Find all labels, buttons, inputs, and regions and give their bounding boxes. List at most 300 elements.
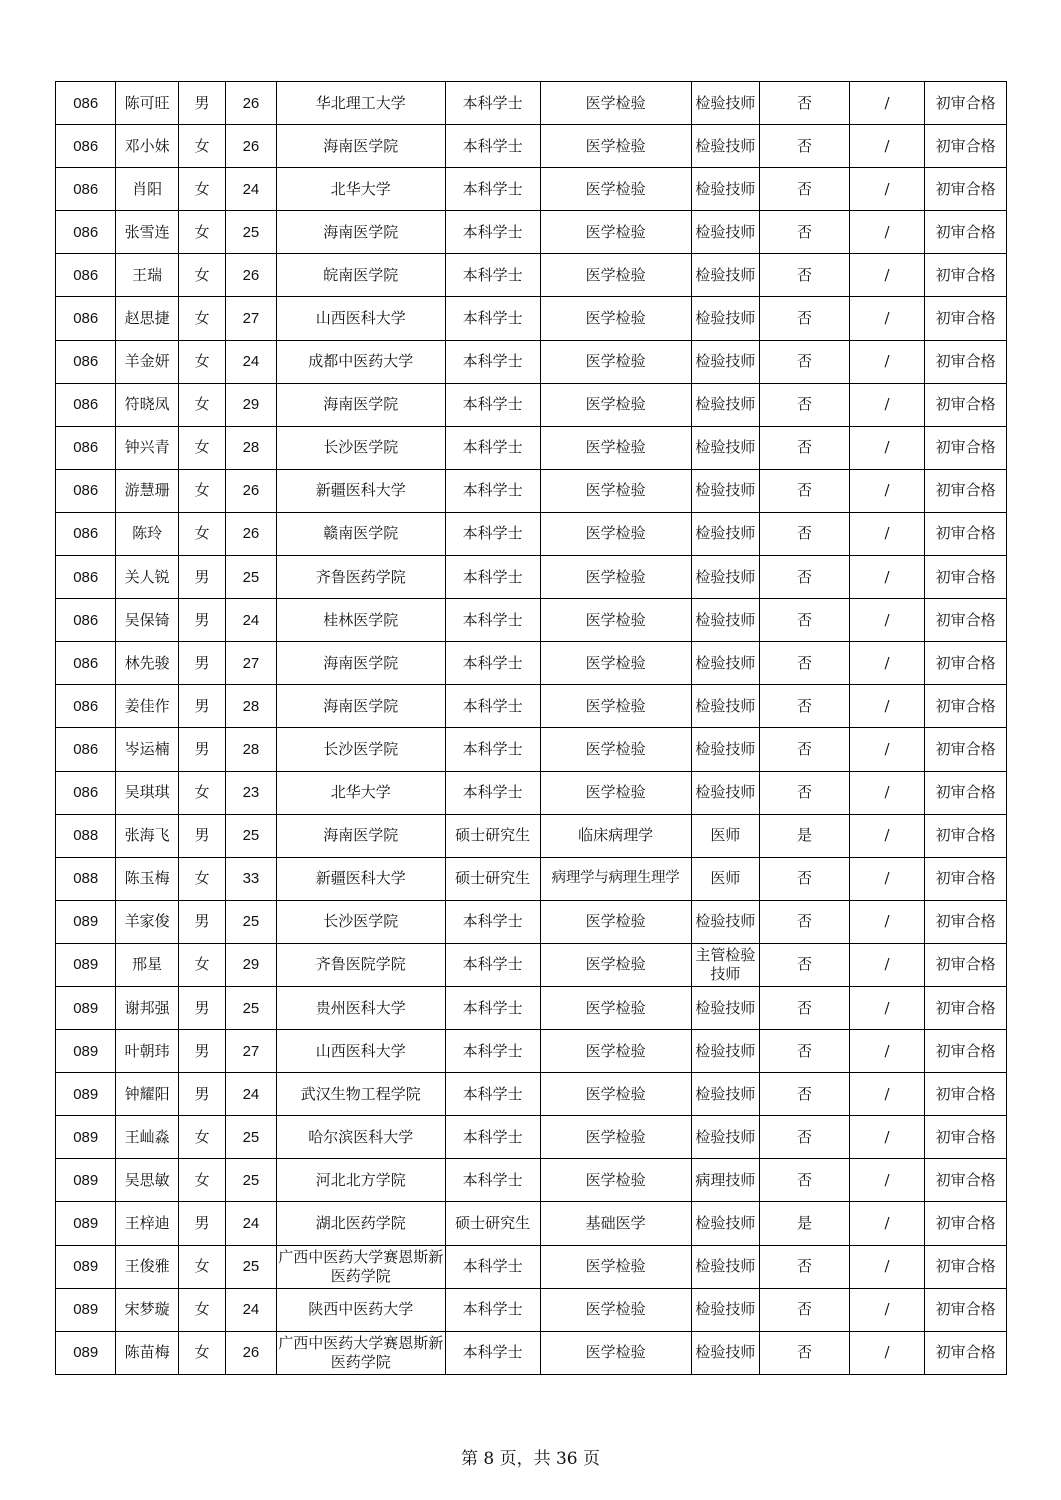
cell-school: 皖南医学院 [276,254,445,297]
cell-field-y: / [849,211,925,254]
cell-gender: 男 [178,1030,225,1073]
cell-major: 医学检验 [540,426,691,469]
cell-age: 24 [226,1288,276,1331]
cell-major: 医学检验 [540,943,691,986]
cell-review-result: 初审合格 [925,340,1007,383]
cell-field-x: 否 [760,297,850,340]
cell-position-code: 086 [56,512,116,555]
cell-field-y: / [849,685,925,728]
table-row [56,82,1007,125]
cell-degree: 本科学士 [445,211,540,254]
cell-position-code: 086 [56,254,116,297]
cell-position-code: 089 [56,1202,116,1245]
cell-field-x: 否 [760,340,850,383]
cell-gender: 男 [178,900,225,943]
cell-professional-title: 检验技师 [691,1073,760,1116]
cell-field-y: / [849,642,925,685]
cell-age: 25 [226,1116,276,1159]
cell-position-code: 088 [56,814,116,857]
cell-age: 25 [226,556,276,599]
cell-major: 医学检验 [540,211,691,254]
cell-degree: 本科学士 [445,512,540,555]
cell-field-x: 否 [760,943,850,986]
table-row [56,599,1007,642]
cell-age: 33 [226,857,276,900]
cell-professional-title: 检验技师 [691,211,760,254]
cell-field-x: 否 [760,211,850,254]
cell-review-result: 初审合格 [925,211,1007,254]
cell-age: 24 [226,599,276,642]
cell-school: 海南医学院 [276,685,445,728]
cell-field-y: / [849,1116,925,1159]
cell-name: 张雪连 [116,211,178,254]
cell-professional-title: 检验技师 [691,1331,760,1374]
cell-review-result: 初审合格 [925,900,1007,943]
cell-name: 林先骏 [116,642,178,685]
cell-gender: 女 [178,125,225,168]
cell-field-x: 否 [760,1159,850,1202]
cell-review-result: 初审合格 [925,814,1007,857]
cell-degree: 本科学士 [445,1073,540,1116]
table-row [56,857,1007,900]
cell-age: 28 [226,426,276,469]
cell-field-x: 否 [760,1331,850,1374]
cell-review-result: 初审合格 [925,599,1007,642]
cell-name: 陈玉梅 [116,857,178,900]
cell-review-result: 初审合格 [925,469,1007,512]
cell-position-code: 089 [56,986,116,1029]
page-number: 第 8 页，共 36 页 [460,1449,601,1469]
cell-field-y: / [849,1331,925,1374]
cell-field-x: 否 [760,254,850,297]
cell-professional-title: 检验技师 [691,426,760,469]
table-row [56,1073,1007,1116]
cell-field-x: 否 [760,599,850,642]
cell-major: 医学检验 [540,986,691,1029]
cell-field-x: 否 [760,685,850,728]
cell-name: 陈玲 [116,512,178,555]
cell-school: 海南医学院 [276,125,445,168]
cell-position-code: 086 [56,297,116,340]
cell-professional-title: 检验技师 [691,1288,760,1331]
cell-field-y: / [849,125,925,168]
cell-school: 海南医学院 [276,642,445,685]
cell-field-x: 否 [760,512,850,555]
cell-degree: 本科学士 [445,125,540,168]
cell-field-y: / [849,168,925,211]
cell-review-result: 初审合格 [925,685,1007,728]
cell-major: 医学检验 [540,340,691,383]
cell-field-x: 否 [760,900,850,943]
cell-school: 广西中医药大学赛恩斯新医药学院 [276,1245,445,1288]
cell-age: 28 [226,728,276,771]
cell-age: 24 [226,168,276,211]
cell-gender: 女 [178,1245,225,1288]
cell-school: 海南医学院 [276,211,445,254]
table-row [56,168,1007,211]
cell-professional-title: 检验技师 [691,383,760,426]
table-row [56,943,1007,986]
cell-major: 病理学与病理生理学 [540,857,691,900]
cell-review-result: 初审合格 [925,1030,1007,1073]
cell-name: 岑运楠 [116,728,178,771]
cell-professional-title: 检验技师 [691,168,760,211]
table-row [56,771,1007,814]
cell-gender: 女 [178,340,225,383]
cell-name: 吴琪琪 [116,771,178,814]
cell-major: 医学检验 [540,512,691,555]
cell-name: 吴思敏 [116,1159,178,1202]
cell-field-y: / [849,599,925,642]
cell-school: 齐鲁医药学院 [276,556,445,599]
cell-field-x: 否 [760,556,850,599]
cell-degree: 本科学士 [445,383,540,426]
cell-name: 符晓凤 [116,383,178,426]
cell-school: 桂林医学院 [276,599,445,642]
table-body [56,82,1007,1375]
cell-gender: 女 [178,1288,225,1331]
cell-field-x: 否 [760,469,850,512]
cell-age: 29 [226,943,276,986]
cell-position-code: 086 [56,556,116,599]
table-row [56,297,1007,340]
table-row [56,900,1007,943]
cell-position-code: 086 [56,642,116,685]
table-row [56,642,1007,685]
cell-position-code: 089 [56,1331,116,1374]
cell-major: 基础医学 [540,1202,691,1245]
cell-professional-title: 检验技师 [691,82,760,125]
cell-degree: 本科学士 [445,728,540,771]
cell-school: 河北北方学院 [276,1159,445,1202]
cell-review-result: 初审合格 [925,1073,1007,1116]
cell-professional-title: 检验技师 [691,986,760,1029]
cell-review-result: 初审合格 [925,986,1007,1029]
cell-review-result: 初审合格 [925,556,1007,599]
cell-degree: 本科学士 [445,297,540,340]
table-row [56,685,1007,728]
cell-gender: 男 [178,556,225,599]
cell-field-x: 否 [760,1245,850,1288]
cell-review-result: 初审合格 [925,82,1007,125]
cell-name: 宋梦璇 [116,1288,178,1331]
cell-field-x: 否 [760,125,850,168]
cell-field-x: 否 [760,426,850,469]
cell-degree: 本科学士 [445,1288,540,1331]
cell-field-x: 否 [760,383,850,426]
cell-review-result: 初审合格 [925,728,1007,771]
cell-school: 贵州医科大学 [276,986,445,1029]
cell-professional-title: 检验技师 [691,728,760,771]
cell-gender: 男 [178,599,225,642]
cell-professional-title: 医师 [691,814,760,857]
cell-professional-title: 检验技师 [691,771,760,814]
cell-field-y: / [849,426,925,469]
cell-school: 海南医学院 [276,814,445,857]
cell-gender: 男 [178,1073,225,1116]
cell-field-y: / [849,1202,925,1245]
table-row [56,1245,1007,1288]
cell-school: 长沙医学院 [276,426,445,469]
table-row [56,1331,1007,1374]
cell-professional-title: 检验技师 [691,1116,760,1159]
cell-major: 医学检验 [540,297,691,340]
cell-field-x: 否 [760,857,850,900]
cell-school: 广西中医药大学赛恩斯新医药学院 [276,1331,445,1374]
table-row [56,340,1007,383]
cell-field-y: / [849,1030,925,1073]
cell-gender: 女 [178,469,225,512]
cell-field-y: / [849,556,925,599]
cell-school: 长沙医学院 [276,728,445,771]
cell-field-y: / [849,728,925,771]
cell-professional-title: 主管检验技师 [691,943,760,986]
cell-gender: 女 [178,211,225,254]
cell-professional-title: 检验技师 [691,685,760,728]
cell-position-code: 086 [56,82,116,125]
cell-field-y: / [849,900,925,943]
cell-field-y: / [849,340,925,383]
cell-age: 24 [226,1202,276,1245]
cell-review-result: 初审合格 [925,1116,1007,1159]
cell-name: 邓小妹 [116,125,178,168]
cell-field-y: / [849,1288,925,1331]
cell-field-x: 否 [760,1030,850,1073]
cell-position-code: 089 [56,1073,116,1116]
cell-field-x: 否 [760,168,850,211]
table-row [56,426,1007,469]
cell-degree: 本科学士 [445,1331,540,1374]
cell-name: 吴保锜 [116,599,178,642]
cell-major: 医学检验 [540,1159,691,1202]
cell-field-y: / [849,469,925,512]
cell-major: 医学检验 [540,168,691,211]
cell-review-result: 初审合格 [925,1159,1007,1202]
cell-professional-title: 检验技师 [691,900,760,943]
cell-gender: 男 [178,1202,225,1245]
cell-major: 医学检验 [540,1331,691,1374]
cell-field-y: / [849,814,925,857]
cell-age: 26 [226,469,276,512]
cell-degree: 本科学士 [445,1116,540,1159]
cell-degree: 本科学士 [445,254,540,297]
cell-name: 张海飞 [116,814,178,857]
cell-review-result: 初审合格 [925,383,1007,426]
cell-school: 赣南医学院 [276,512,445,555]
cell-position-code: 086 [56,340,116,383]
cell-major: 医学检验 [540,642,691,685]
cell-field-y: / [849,254,925,297]
cell-school: 武汉生物工程学院 [276,1073,445,1116]
cell-gender: 女 [178,1331,225,1374]
cell-age: 27 [226,297,276,340]
applicant-table [55,81,1007,1375]
cell-school: 新疆医科大学 [276,469,445,512]
cell-review-result: 初审合格 [925,254,1007,297]
cell-major: 医学检验 [540,82,691,125]
cell-school: 湖北医药学院 [276,1202,445,1245]
cell-gender: 女 [178,1116,225,1159]
cell-position-code: 086 [56,469,116,512]
cell-age: 25 [226,900,276,943]
cell-field-x: 否 [760,1288,850,1331]
cell-name: 王梓迪 [116,1202,178,1245]
table-row [56,1030,1007,1073]
cell-position-code: 089 [56,1116,116,1159]
cell-position-code: 086 [56,426,116,469]
cell-major: 医学检验 [540,900,691,943]
cell-name: 邢星 [116,943,178,986]
cell-review-result: 初审合格 [925,125,1007,168]
table-row [56,986,1007,1029]
cell-professional-title: 检验技师 [691,254,760,297]
cell-school: 成都中医药大学 [276,340,445,383]
cell-major: 医学检验 [540,383,691,426]
cell-professional-title: 医师 [691,857,760,900]
cell-field-y: / [849,1159,925,1202]
cell-degree: 硕士研究生 [445,857,540,900]
cell-professional-title: 检验技师 [691,642,760,685]
cell-name: 游慧珊 [116,469,178,512]
cell-degree: 本科学士 [445,556,540,599]
cell-professional-title: 检验技师 [691,125,760,168]
cell-professional-title: 检验技师 [691,512,760,555]
cell-gender: 女 [178,512,225,555]
cell-degree: 本科学士 [445,642,540,685]
cell-school: 新疆医科大学 [276,857,445,900]
cell-degree: 本科学士 [445,1159,540,1202]
cell-name: 谢邦强 [116,986,178,1029]
cell-field-x: 是 [760,814,850,857]
cell-degree: 硕士研究生 [445,814,540,857]
cell-school: 陕西中医药大学 [276,1288,445,1331]
cell-age: 25 [226,1159,276,1202]
cell-field-x: 否 [760,82,850,125]
cell-degree: 本科学士 [445,1030,540,1073]
cell-degree: 本科学士 [445,168,540,211]
cell-age: 27 [226,1030,276,1073]
cell-name: 关人锐 [116,556,178,599]
cell-degree: 本科学士 [445,900,540,943]
cell-field-x: 否 [760,728,850,771]
table-row [56,556,1007,599]
cell-name: 王瑞 [116,254,178,297]
cell-age: 24 [226,340,276,383]
cell-age: 26 [226,82,276,125]
cell-degree: 本科学士 [445,82,540,125]
cell-field-y: / [849,82,925,125]
cell-professional-title: 检验技师 [691,1202,760,1245]
cell-position-code: 086 [56,168,116,211]
cell-field-y: / [849,943,925,986]
cell-position-code: 086 [56,771,116,814]
cell-name: 姜佳作 [116,685,178,728]
table-row [56,469,1007,512]
cell-position-code: 086 [56,728,116,771]
cell-major: 医学检验 [540,685,691,728]
cell-age: 25 [226,986,276,1029]
cell-position-code: 086 [56,599,116,642]
cell-gender: 男 [178,685,225,728]
cell-gender: 女 [178,297,225,340]
cell-field-y: / [849,1245,925,1288]
cell-position-code: 086 [56,211,116,254]
cell-position-code: 086 [56,383,116,426]
cell-degree: 本科学士 [445,685,540,728]
cell-school: 长沙医学院 [276,900,445,943]
cell-gender: 女 [178,426,225,469]
cell-name: 羊家俊 [116,900,178,943]
cell-gender: 女 [178,254,225,297]
cell-degree: 本科学士 [445,426,540,469]
cell-field-y: / [849,771,925,814]
cell-field-x: 否 [760,771,850,814]
cell-field-y: / [849,383,925,426]
cell-age: 24 [226,1073,276,1116]
cell-position-code: 089 [56,1288,116,1331]
cell-major: 医学检验 [540,1030,691,1073]
table-row [56,1116,1007,1159]
table-row [56,1159,1007,1202]
cell-major: 医学检验 [540,469,691,512]
cell-review-result: 初审合格 [925,512,1007,555]
cell-major: 医学检验 [540,728,691,771]
cell-gender: 男 [178,642,225,685]
cell-school: 北华大学 [276,168,445,211]
cell-field-y: / [849,297,925,340]
cell-major: 医学检验 [540,599,691,642]
cell-school: 北华大学 [276,771,445,814]
cell-school: 山西医科大学 [276,297,445,340]
cell-school: 海南医学院 [276,383,445,426]
cell-major: 临床病理学 [540,814,691,857]
cell-professional-title: 检验技师 [691,469,760,512]
cell-professional-title: 检验技师 [691,297,760,340]
table-row [56,211,1007,254]
cell-name: 王屾淼 [116,1116,178,1159]
cell-major: 医学检验 [540,1116,691,1159]
cell-professional-title: 检验技师 [691,599,760,642]
cell-degree: 本科学士 [445,1245,540,1288]
cell-major: 医学检验 [540,1073,691,1116]
cell-field-y: / [849,1073,925,1116]
cell-professional-title: 检验技师 [691,1245,760,1288]
cell-age: 26 [226,1331,276,1374]
cell-field-y: / [849,512,925,555]
cell-professional-title: 病理技师 [691,1159,760,1202]
table-row [56,1202,1007,1245]
cell-name: 王俊雅 [116,1245,178,1288]
cell-age: 28 [226,685,276,728]
cell-position-code: 086 [56,125,116,168]
cell-field-x: 是 [760,1202,850,1245]
table-row [56,254,1007,297]
cell-gender: 男 [178,986,225,1029]
cell-degree: 本科学士 [445,340,540,383]
cell-degree: 本科学士 [445,771,540,814]
cell-school: 华北理工大学 [276,82,445,125]
table-row [56,383,1007,426]
cell-professional-title: 检验技师 [691,1030,760,1073]
cell-major: 医学检验 [540,1245,691,1288]
cell-field-x: 否 [760,1116,850,1159]
cell-position-code: 086 [56,685,116,728]
table-row [56,814,1007,857]
cell-gender: 女 [178,383,225,426]
cell-degree: 本科学士 [445,599,540,642]
cell-review-result: 初审合格 [925,771,1007,814]
cell-review-result: 初审合格 [925,1245,1007,1288]
